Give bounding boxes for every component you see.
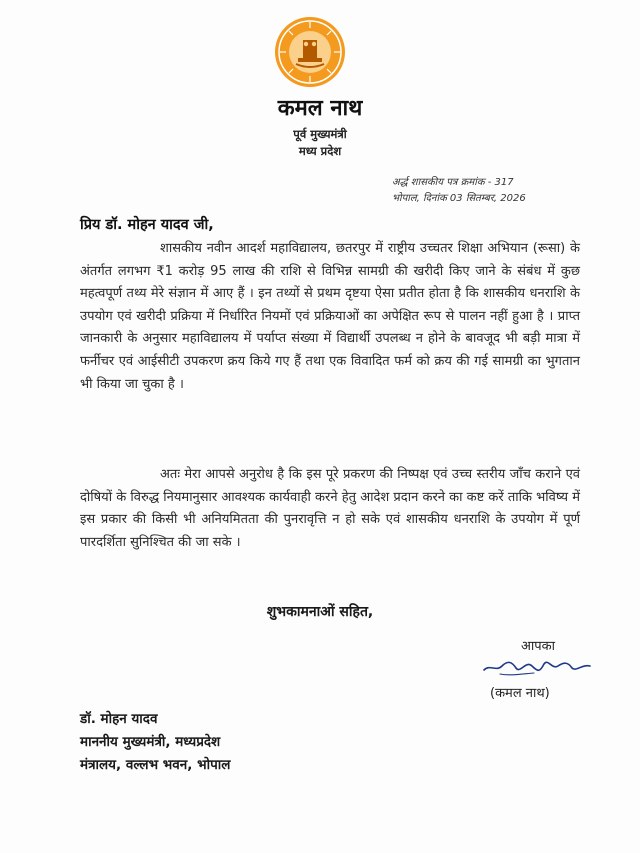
reference-block [392,175,620,207]
paragraph-2 [80,464,580,554]
yours-text: आपका [521,639,556,654]
designation-line-1: पूर्व मुख्यमंत्री [293,127,347,141]
paragraph-1-text: शासकीय नवीन आदर्श महाविद्यालय, छतरपुर में राष्ट्रीय उच्चतर शिक्षा अभियान (रूसा) के अंतर्गत लगभग ₹1 करोड़ 95 लाख की राशि से विभिन्न सामग्री की खरीदी किए जाने के संबंध में कुछ महत्वपूर्ण तथ्य मेरे संज्ञान में आए हैं । इन तथ्यों से प्रथम दृष्टया ऐसा प्रतीत होता है कि शासकीय धनराशि के उपयोग एवं खरीदी प्रक्रिया में निर्धारित नियमों एवं प्रक्रियाओं का अपेक्षित रूप से पालन नहीं हुआ है । प्राप्त जानकारी के अनुसार महाविद्यालय में पर्याप्त संख्या में विद्यार्थी उपलब्ध न होने के बावजूद भी बड़ी मात्रा में फर्नीचर एवं आईसीटी उपकरण क्रय किये गए हैं तथा एक विवादित फर्म को क्रय की गई सामग्री का भुगतान भी किया जा चुका है । [80,241,580,392]
recipient-title: माननीय मुख्यमंत्री, मध्यप्रदेश [80,734,221,750]
designation-line-2: मध्य प्रदेश [298,144,342,158]
closing-greeting: शुभकामनाओं सहित, [266,604,374,620]
letter-number: अर्द्ध शासकीय पत्र क्रमांक - 317 [392,177,514,188]
recipient-name: डॉ. मोहन यादव [80,711,158,727]
signer-name: (कमल नाथ) [490,686,550,701]
sender-name: कमल नाथ [277,95,363,121]
paragraph-2-text: अतः मेरा आपसे अनुरोध है कि इस पूरे प्रकरण की निष्पक्ष एवं उच्च स्तरीय जाँच कराने एवं दोषियों के विरुद्ध नियमानुसार आवश्यक कार्यवाही करने हेतु आदेश प्रदान करने का कष्ट करें ताकि भविष्य में इस प्रकार की किसी भी अनियमितता की पुनरावृत्ति न हो सके एवं शासकीय धनराशि के उपयोग में पूर्ण पारदर्शिता सुनिश्चित की जा सके । [80,467,580,550]
recipient-block [80,708,230,777]
paragraph-1 [80,238,580,396]
sender-designation [0,126,640,160]
handwritten-signature [482,654,594,680]
place-date: भोपाल, दिनांक 03 सितम्बर, 2026 [392,193,526,204]
recipient-address: मंत्रालय, वल्लभ भवन, भोपाल [80,757,231,773]
mp-government-emblem-icon [274,16,346,88]
salutation: प्रिय डॉ. मोहन यादव जी, [80,217,214,233]
